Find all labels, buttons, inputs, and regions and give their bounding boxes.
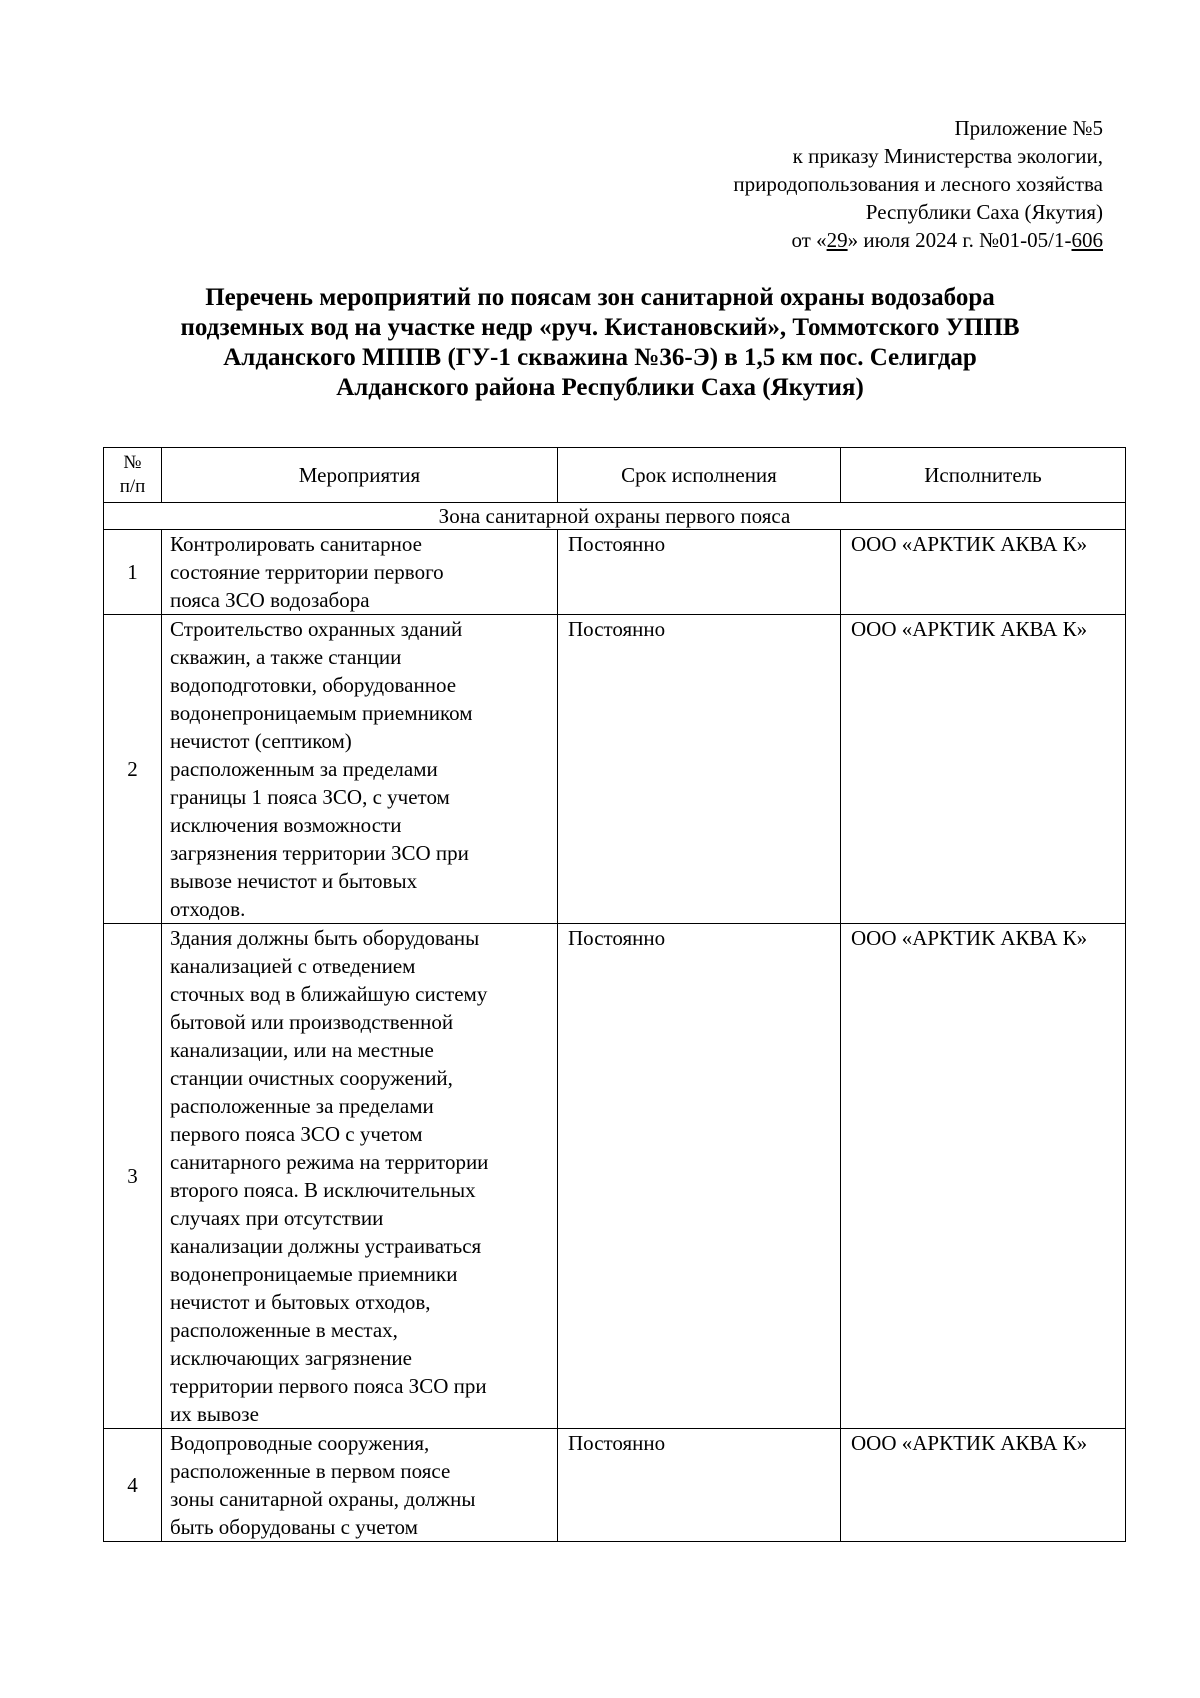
appendix-date-day: 29 [826, 228, 848, 252]
table-row [104, 1429, 1126, 1542]
table-header-row [104, 448, 1126, 503]
appendix-header [733, 114, 1103, 254]
header-deadline: Срок исполнения [558, 448, 841, 503]
measure-text-line: нечистот и бытовых отходов, [170, 1290, 431, 1314]
row-executor: ООО «АРКТИК АКВА К» [841, 1429, 1126, 1542]
appendix-line-1: Приложение №5 [954, 116, 1103, 140]
measure-text-line: Строительство охранных зданий [170, 617, 463, 641]
row-measure [162, 530, 558, 615]
measure-text-line: загрязнения территории ЗСО при [170, 841, 469, 865]
measure-text-line: нечистот (септиком) [170, 729, 352, 753]
row-executor: ООО «АРКТИК АКВА К» [841, 615, 1126, 924]
title-line: Алданского района Республики Саха (Якутия) [336, 374, 864, 401]
measure-text-line: бытовой или производственной [170, 1010, 454, 1034]
measure-text-line: исключающих загрязнение [170, 1346, 412, 1370]
appendix-date-middle: » июля 2024 г. №01-05/1- [847, 228, 1072, 252]
measure-text-line: случаях при отсутствии [170, 1206, 384, 1230]
measure-text-line: первого пояса ЗСО с учетом [170, 1122, 423, 1146]
measure-text-line: канализации, или на местные [170, 1038, 434, 1062]
row-number: 1 [104, 530, 162, 615]
appendix-line-2: к приказу Министерства экологии, [792, 144, 1103, 168]
measure-text-line: водоподготовки, оборудованное [170, 673, 457, 697]
measure-text-line: Контролировать санитарное [170, 532, 422, 556]
header-measures: Мероприятия [162, 448, 558, 503]
row-deadline: Постоянно [558, 924, 841, 1429]
header-number-abbr: п/п [119, 476, 146, 497]
measure-text-line: состояние территории первого [170, 560, 444, 584]
measure-text-line: границы 1 пояса ЗСО, с учетом [170, 785, 450, 809]
document-title [100, 283, 1100, 403]
title-line: Перечень мероприятий по поясам зон санитарной охраны водозабора [205, 284, 995, 311]
measure-text-line: водонепроницаемым приемником [170, 701, 473, 725]
measure-text-line: расположенные в местах, [170, 1318, 398, 1342]
row-measure [162, 1429, 558, 1542]
measure-text-line: расположенные за пределами [170, 1094, 434, 1118]
table-row [104, 530, 1126, 615]
header-number-sign: № [123, 452, 142, 473]
measure-text-line: расположенные в первом поясе [170, 1459, 451, 1483]
measure-text-line: вывозе нечистот и бытовых [170, 869, 418, 893]
measure-text-line: их вывозе [170, 1402, 259, 1426]
table-row [104, 615, 1126, 924]
measure-text-line: пояса ЗСО водозабора [170, 588, 370, 612]
row-executor: ООО «АРКТИК АКВА К» [841, 924, 1126, 1429]
title-line: подземных вод на участке недр «руч. Кистановский», Томмотского УППВ [180, 314, 1020, 341]
measure-text-line: быть оборудованы с учетом [170, 1515, 418, 1539]
appendix-line-3: природопользования и лесного хозяйства [733, 172, 1103, 196]
appendix-order-line [733, 226, 1103, 254]
measure-text-line: Водопроводные сооружения, [170, 1431, 430, 1455]
measure-text-line: расположенным за пределами [170, 757, 438, 781]
row-number: 3 [104, 924, 162, 1429]
measure-text-line: зоны санитарной охраны, должны [170, 1487, 476, 1511]
measure-text-line: сточных вод в ближайшую систему [170, 982, 488, 1006]
measure-text-line: водонепроницаемые приемники [170, 1262, 458, 1286]
row-measure [162, 924, 558, 1429]
row-number: 4 [104, 1429, 162, 1542]
measure-text-line: Здания должны быть оборудованы [170, 926, 480, 950]
row-measure [162, 615, 558, 924]
measure-text-line: санитарного режима на территории [170, 1150, 489, 1174]
header-executor: Исполнитель [841, 448, 1126, 503]
measure-text-line: территории первого пояса ЗСО при [170, 1374, 487, 1398]
measure-text-line: станции очистных сооружений, [170, 1066, 453, 1090]
measure-text-line: исключения возможности [170, 813, 402, 837]
row-executor: ООО «АРКТИК АКВА К» [841, 530, 1126, 615]
appendix-line-4: Республики Саха (Якутия) [865, 200, 1103, 224]
appendix-order-number: 606 [1071, 228, 1103, 252]
row-deadline: Постоянно [558, 615, 841, 924]
title-line: Алданского МППВ (ГУ-1 скважина №36-Э) в 1,5 км пос. Селигдар [223, 344, 977, 371]
zone-title: Зона санитарной охраны первого пояса [104, 503, 1126, 530]
measures-table [103, 447, 1126, 1542]
measure-text-line: канализацией с отведением [170, 954, 416, 978]
appendix-date-prefix: от « [791, 228, 827, 252]
row-number: 2 [104, 615, 162, 924]
table-row [104, 924, 1126, 1429]
measure-text-line: скважин, а также станции [170, 645, 402, 669]
measure-text-line: канализации должны устраиваться [170, 1234, 482, 1258]
measure-text-line: отходов. [170, 897, 246, 921]
zone-row [104, 503, 1126, 530]
row-deadline: Постоянно [558, 530, 841, 615]
measure-text-line: второго пояса. В исключительных [170, 1178, 476, 1202]
header-number [104, 448, 162, 503]
row-deadline: Постоянно [558, 1429, 841, 1542]
